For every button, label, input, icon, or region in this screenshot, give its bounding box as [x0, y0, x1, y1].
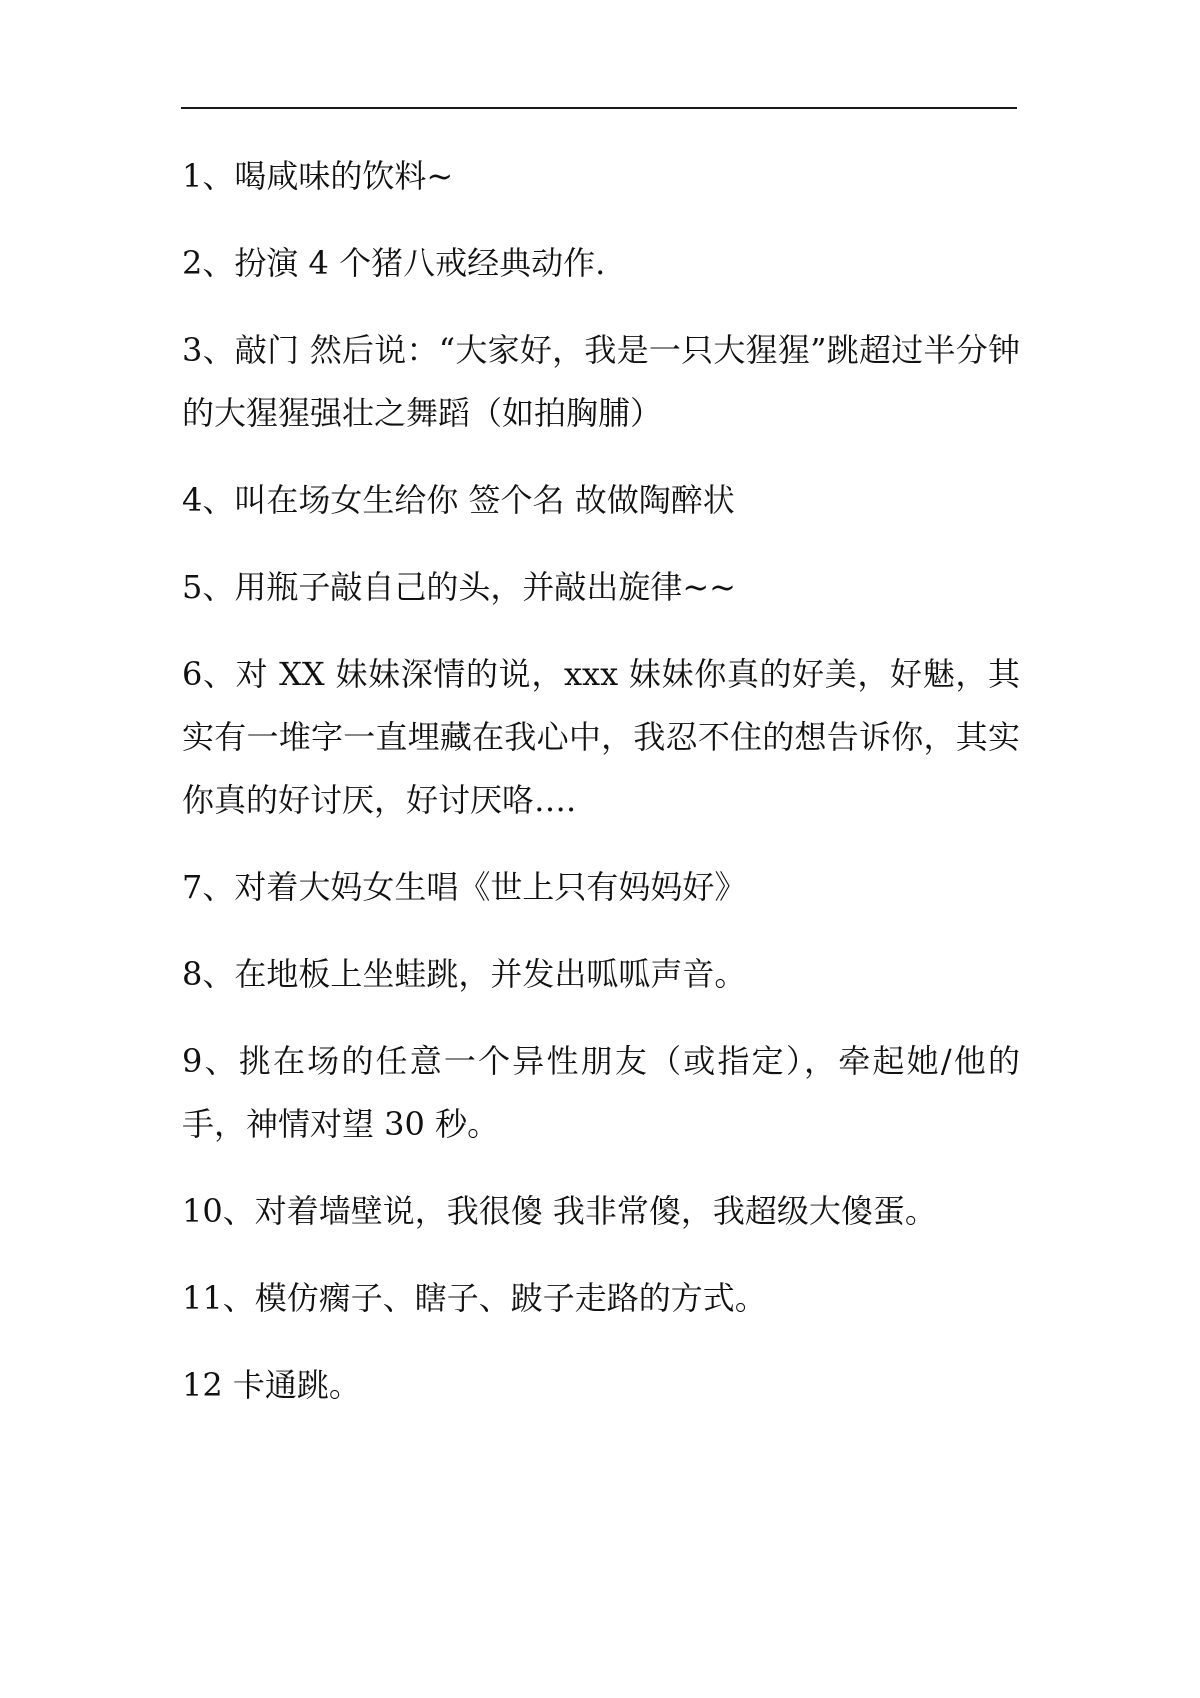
list-item: 8、在地板上坐蛙跳，并发出呱呱声音。	[182, 955, 747, 993]
list-item: 11、模仿瘸子、瞎子、跛子走路的方式。	[182, 1279, 767, 1317]
list-item: 4、叫在场女生给你 签个名 故做陶醉状	[182, 481, 735, 519]
list-item: 6、对 XX 妹妹深情的说，xxx 妹妹你真的好美，好魅，其实有一堆字一直埋藏在我心中，我忍不住的想告诉你，其实 你真的好讨厌，好讨厌咯….	[182, 655, 1020, 819]
list-item: 5、用瓶子敲自己的头，并敲出旋律~~	[182, 568, 736, 606]
document-body	[182, 145, 1020, 1441]
list-item: 12 卡通跳。	[182, 1366, 361, 1404]
list-item: 1、喝咸味的饮料~	[182, 157, 454, 195]
list-item: 10、对着墙壁说，我很傻 我非常傻，我超级大傻蛋。	[182, 1192, 937, 1230]
list-item: 7、对着大妈女生唱《世上只有妈妈好》	[182, 868, 747, 906]
list-item: 9、挑在场的任意一个异性朋友（或指定），牵起她/他的手，神情对望 30 秒。	[182, 1042, 1020, 1143]
header-rule	[181, 107, 1017, 109]
list-item: 2、扮演 4 个猪八戒经典动作.	[182, 244, 606, 282]
list-item: 3、敲门 然后说：“大家好，我是一只大猩猩”跳超过半分钟的大猩猩强壮之舞蹈（如拍胸脯）	[182, 331, 1020, 432]
